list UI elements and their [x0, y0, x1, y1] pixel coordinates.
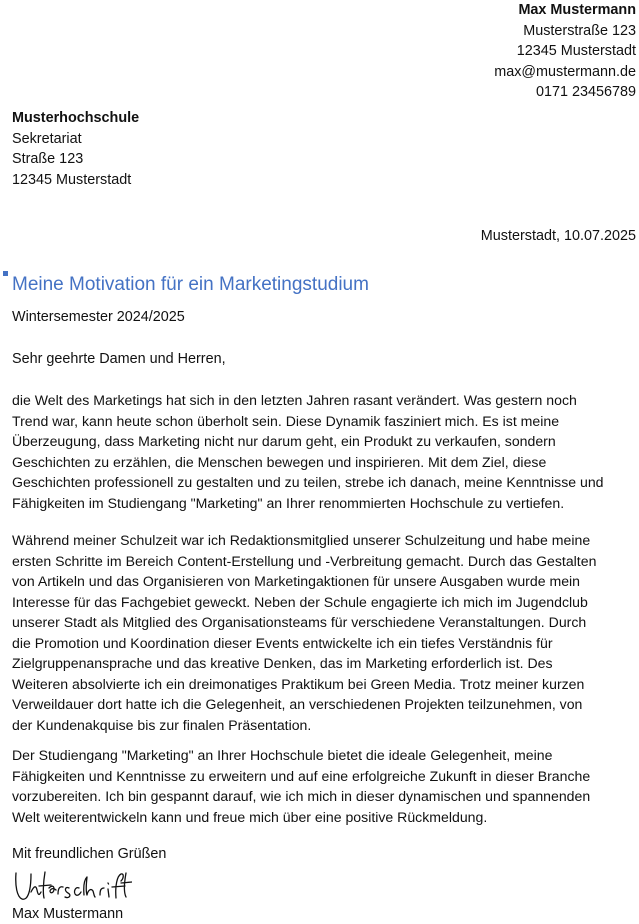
- closing: Mit freundlichen Grüßen: [12, 846, 167, 862]
- signed-name: Max Mustermann: [12, 906, 124, 922]
- sender-name: Max Mustermann: [518, 2, 636, 18]
- letter-subject: Meine Motivation für ein Marketingstudium: [12, 274, 369, 295]
- sender-city: 12345 Musterstadt: [516, 43, 636, 59]
- body-paragraph-2: Während meiner Schulzeit war ich Redaktionsmitglied unserer Schulzeitung und habe meine ersten Schritte im Bereich Content-Erstellung und -Verbreitung gemacht. Durch das Gestalten von Artikeln und das Organisieren von Marketingaktionen für unsere Ausgaben wurde mein Interesse für das Fachgebiet geweckt. Neben der Schule engagierte ich mich im Jugendclub unserer Stadt als Mitglied des Organisationsteams für verschiedene Veranstaltungen. Durch die Promotion und Koordination dieser Events entwickelte ich ein tiefes Verständnis für Zielgruppenansprache und das kreative Denken, das im Marketing erforderlich ist. Des Weiteren absolvierte ich ein dreimonatiges Praktikum bei Green Media. Trotz meiner kurzen Verweildauer dort hatte ich die Gelegenheit, an verschiedenen Projekten teilzunehmen, von der Kundenakquise bis zur finalen Präsentation.: [12, 532, 597, 733]
- sender-email: max@mustermann.de: [494, 63, 636, 80]
- sender-address-block: [494, 0, 636, 103]
- recipient-department: Sekretariat: [12, 130, 82, 147]
- recipient-address-block: [12, 108, 139, 190]
- heading-marker: [3, 271, 8, 276]
- body-paragraph-3: Der Studiengang "Marketing" an Ihrer Hochschule bietet die ideale Gelegenheit, meine Fähigkeiten und Kenntnisse zu erweitern und auf eine erfolgreiche Zukunft in dieser Branche vorzubereiten. Ich bin gespannt darauf, wie ich mich in dieser dynamischen und spannenden Welt weiterentwickeln kann und freue mich über eine positive Rückmeldung.: [12, 747, 591, 825]
- letter-date: Musterstadt, 10.07.2025: [480, 228, 636, 244]
- recipient-organization: Musterhochschule: [12, 110, 140, 126]
- sender-street: Musterstraße 123: [523, 22, 636, 39]
- recipient-street: Straße 123: [12, 151, 84, 167]
- semester-line: Wintersemester 2024/2025: [12, 309, 185, 325]
- body-paragraph-1: die Welt des Marketings hat sich in den letzten Jahren rasant verändert. Was gestern noch Trend war, kann heute schon überholt sein. Diese Dynamik fasziniert mich. Es ist meine Überzeugung, dass Marketing nicht nur darum geht, ein Produkt zu verkaufen, sondern Geschichten zu erzählen, die Menschen bewegen und inspirieren. Mit dem Ziel, diese Geschichten professionell zu gestalten und zu teilen, strebe ich danach, meine Kenntnisse und Fähigkeiten im Studiengang "Marketing" an Ihrer renommierten Hochschule zu vertiefen.: [12, 392, 604, 511]
- salutation: Sehr geehrte Damen und Herren,: [12, 351, 226, 367]
- signature-drawing: [12, 864, 132, 908]
- recipient-city: 12345 Musterstadt: [12, 171, 132, 188]
- sender-phone: 0171 23456789: [535, 84, 636, 100]
